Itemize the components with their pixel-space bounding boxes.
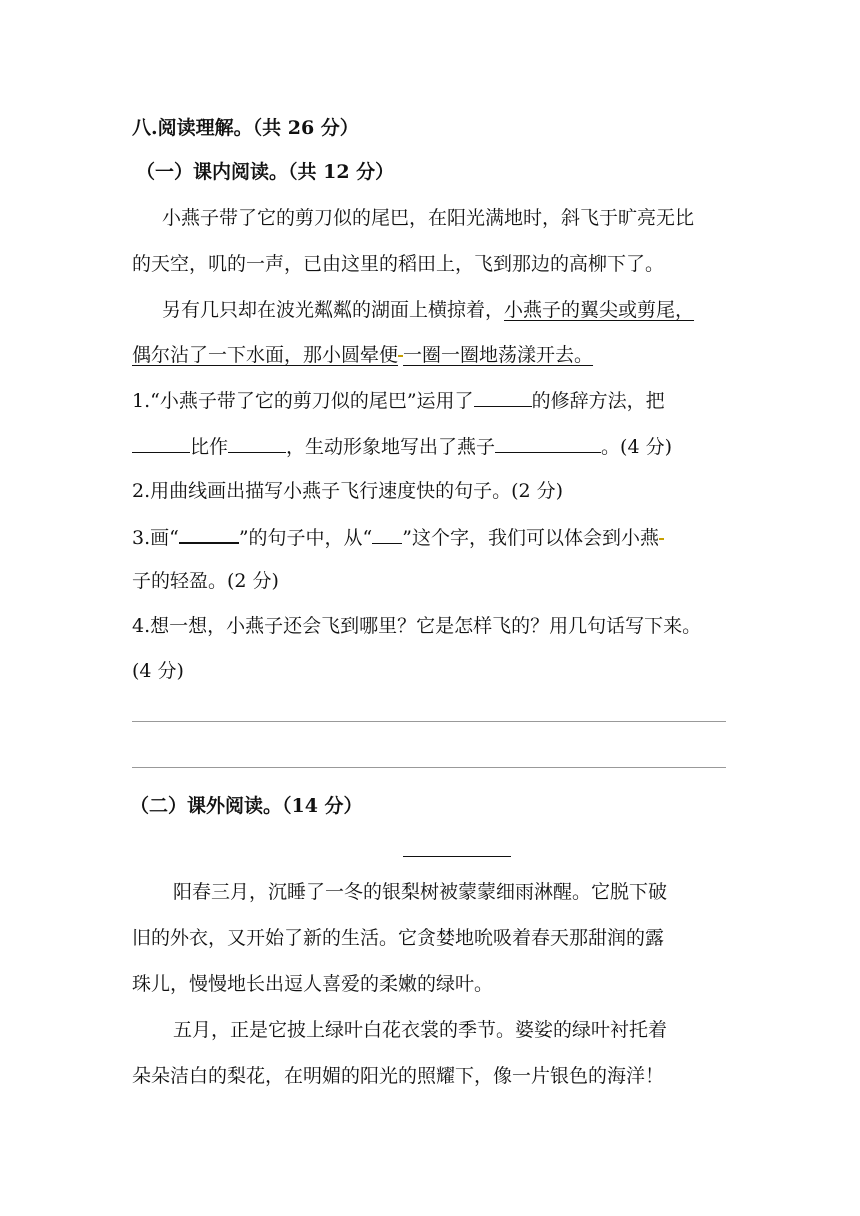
answer-blank[interactable] — [495, 434, 601, 453]
question-4-line1: 4.想一想，小燕子还会飞到哪里？它是怎样飞的？用几句话写下来。 — [132, 615, 702, 637]
question-1-line1 — [132, 388, 665, 413]
q1-text-a: 1.“小燕子带了它的剪刀似的尾巴”运用了 — [132, 390, 474, 412]
passage1-para1-line1: 小燕子带了它的剪刀似的尾巴，在阳光满地时，斜飞于旷亮无比 — [162, 207, 695, 229]
passage2-para2-line2: 朵朵洁白的梨花，在明媚的阳光的照耀下，像一片银色的海洋！ — [132, 1065, 665, 1087]
passage-title-blank[interactable] — [403, 856, 511, 857]
question-2: 2.用曲线画出描写小燕子飞行速度快的句子。(2 分) — [132, 480, 564, 502]
q3-text-a: 3.画“ — [132, 527, 179, 549]
part1-heading: （一）课内阅读。（共 12 分） — [136, 161, 395, 183]
passage2-para1-line1: 阳春三月，沉睡了一冬的银梨树被蒙蒙细雨淋醒。它脱下破 — [173, 881, 668, 903]
passage2-para2-line1: 五月，正是它披上绿叶白花衣裳的季节。婆娑的绿叶衬托着 — [173, 1019, 668, 1041]
underlined-sentence-part1: 小燕子的翼尖或剪尾， — [504, 299, 695, 321]
passage1-para1-line2: 的天空，叽的一声，已由这里的稻田上，飞到那边的高柳下了。 — [132, 253, 665, 275]
edit-mark — [659, 538, 664, 540]
answer-line-1[interactable] — [132, 721, 726, 722]
underlined-sentence-part3: 一圈一圈地荡漾开去。 — [403, 344, 594, 366]
q1-text-d: ，生动形象地写出了燕子 — [286, 436, 496, 458]
question-4-line2: (4 分) — [132, 660, 184, 682]
part2-heading: （二）课外阅读。（14 分） — [130, 795, 363, 817]
passage2-para1-line2: 旧的外衣，又开始了新的生活。它贪婪地吮吸着春天那甜润的露 — [132, 927, 665, 949]
answer-blank[interactable] — [132, 434, 190, 453]
passage1-para2-line1 — [162, 298, 694, 322]
question-3-line2: 子的轻盈。(2 分) — [132, 570, 279, 592]
answer-blank[interactable] — [372, 525, 402, 544]
q3-text-c: ”这个字，我们可以体会到小燕 — [402, 527, 659, 549]
question-1-line2 — [132, 434, 672, 459]
question-3-line1 — [132, 524, 664, 550]
answer-line-2[interactable] — [132, 767, 726, 768]
section-title: 八.阅读理解。（共 26 分） — [132, 117, 359, 139]
underline-sample — [179, 524, 239, 544]
answer-blank[interactable] — [228, 434, 286, 453]
q1-text-e: 。(4 分) — [601, 436, 672, 458]
underlined-sentence-part2: 偶尔沾了一下水面，那小圆晕便 — [132, 344, 399, 366]
passage1-para2-line2 — [132, 343, 593, 367]
q3-text-b: ”的句子中，从“ — [238, 527, 373, 549]
passage1-para2-text: 另有几只却在波光粼粼的湖面上横掠着， — [162, 299, 505, 321]
passage2-para1-line3: 珠儿，慢慢地长出逗人喜爱的柔嫩的绿叶。 — [132, 973, 494, 995]
answer-blank[interactable] — [474, 388, 532, 407]
q1-text-b: 的修辞方法，把 — [531, 390, 665, 412]
q1-text-c: 比作 — [190, 436, 229, 458]
